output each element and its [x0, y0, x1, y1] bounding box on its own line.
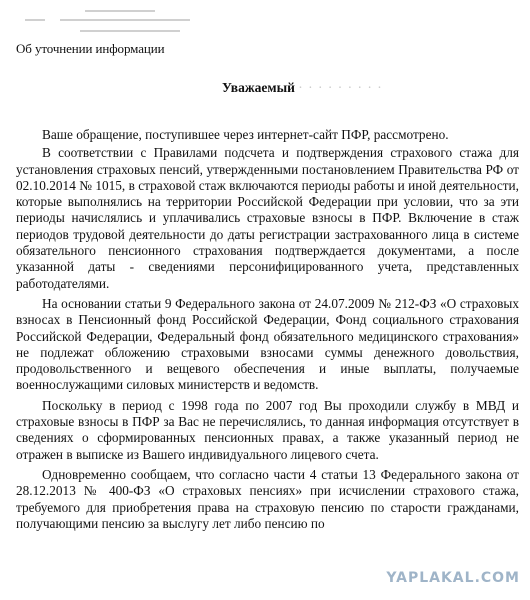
redaction-mark — [85, 10, 155, 12]
letter-body — [16, 127, 519, 536]
redaction-mark — [25, 19, 45, 21]
paragraph: На основании статьи 9 Федерального закона от 24.07.2009 № 212-ФЗ «О страховых взносах в Пенсионный фонд Российской Федерации, Фонд социального страхования Российской Федерации, Федеральный фонд обязательного медицинского страхования» не подлежат обложению страховыми взносами суммы денежного довольствия, продовольственного и вещевого обеспечения и иные выплаты, получаемые военнослужащими силовых министерств и ведомств. — [16, 295, 519, 393]
letter-subject: Об уточнении информации — [16, 41, 165, 56]
paragraph: В соответствии с Правилами подсчета и подтверждения страхового стажа для установления страховых пенсий, утвержденными постановлением Правительства РФ от 02.10.2014 № 1015, в страховой стаж включаются периоды работы и иной деятельности, которые выполнялись на территории Российской Федерации при условии, что за эти периоды начислялись и уплачивались страховые взносы в ПФР. Включение в стаж периодов трудовой деятельности до даты регистрации застрахованного лица в системе обязательного пенсионного страхования подтверждается документами, а после указанной даты - сведениями персонифицированного учета, представленных работодателями. — [16, 145, 519, 291]
salutation-text: Уважаемый — [222, 80, 295, 95]
paragraph: Поскольку в период с 1998 года по 2007 год Вы проходили службу в МВД и страховые взносы в ПФР за Вас не перечислялись, то данная информация отсутствует в сведениях о сформированных пенсионных правах, а также указанный период не отражен в выписке из Вашего индивидуального лицевого счета. — [16, 397, 519, 462]
redaction-mark — [80, 30, 180, 32]
salutation — [222, 80, 383, 96]
redacted-header — [25, 8, 225, 38]
paragraph: Одновременно сообщаем, что согласно части 4 статьи 13 Федерального закона от 28.12.2013 № 400-ФЗ «О страховых пенсиях» при исчислении страхового стажа, требуемого для приобретения права на страховую пенсию по старости гражданами, получающими пенсию за выслугу лет либо пенсию по — [16, 466, 519, 531]
watermark: YAPLAKAL.COM — [386, 570, 520, 586]
redacted-name: · · · · · · · · · — [298, 80, 383, 95]
paragraph: Ваше обращение, поступившее через интернет-сайт ПФР, рассмотрено. — [42, 127, 449, 142]
redaction-mark — [60, 19, 190, 21]
